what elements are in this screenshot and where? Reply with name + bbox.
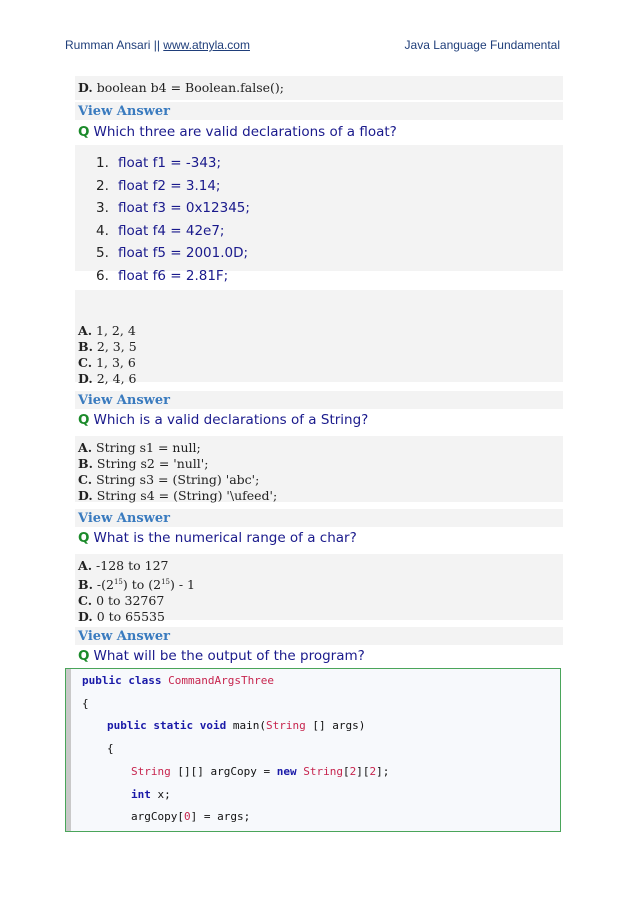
q1-question-mark: Q	[78, 124, 90, 140]
header-author	[65, 38, 250, 52]
list-item: 2. float f2 = 3.14;	[96, 177, 221, 194]
q4-question	[78, 648, 365, 664]
q0-view-answer-link[interactable]: View Answer	[78, 104, 170, 119]
option: C. 0 to 32767	[78, 593, 165, 609]
list-item: 5. float f5 = 2001.0D;	[96, 245, 249, 262]
code-line: public class CommandArgsThree	[82, 674, 275, 687]
q4-question-text: What will be the output of the program?	[93, 648, 365, 664]
code-line: int x;	[131, 788, 171, 801]
option: A. -128 to 127	[78, 558, 169, 573]
code-block	[65, 668, 561, 832]
option: C. 1, 3, 6	[78, 355, 136, 370]
list-item: 6. float f6 = 2.81F;	[96, 267, 229, 284]
header-author-name: Rumman Ansari ||	[65, 38, 164, 52]
option: A. String s1 = null;	[78, 440, 201, 455]
q3-options	[78, 558, 195, 625]
list-item: 4. float f4 = 42e7;	[96, 222, 225, 239]
q1-options	[78, 323, 137, 387]
header-site-link[interactable]: www.atnyla.com	[163, 38, 250, 52]
q1-question-text: Which three are valid declarations of a float?	[93, 124, 397, 140]
option: B. $-(2^{15})$ to $(2^{15}) - 1$	[78, 577, 195, 593]
option: D. String s4 = (String) '\ufeed';	[78, 488, 278, 503]
list-item: 1. float f1 = -343;	[96, 155, 222, 171]
q2-question	[78, 412, 368, 428]
q3-question-text: What is the numerical range of a char?	[93, 530, 357, 546]
header-subject: Java Language Fundamental	[404, 38, 560, 52]
code-line: {	[82, 697, 89, 710]
code-line: public static void main(String [] args)	[107, 719, 366, 732]
q1-options-panel	[75, 290, 563, 382]
option-letter: D.	[78, 80, 93, 95]
q3-question-mark: Q	[78, 530, 90, 546]
option: B. String s2 = 'null';	[78, 456, 209, 471]
code-gutter	[66, 669, 71, 831]
q2-question-text: Which is a valid declarations of a String?	[93, 412, 369, 428]
q0-option-d	[78, 80, 284, 96]
q3-view-answer-link[interactable]: View Answer	[78, 629, 170, 644]
q1-view-answer-link[interactable]: View Answer	[78, 393, 170, 408]
option-text: boolean b4 = Boolean.false();	[92, 80, 284, 95]
q2-options	[78, 440, 277, 504]
code-line: argCopy[0] = args;	[131, 810, 251, 823]
q3-question	[78, 530, 357, 546]
option: C. String s3 = (String) 'abc';	[78, 472, 260, 487]
q2-question-mark: Q	[78, 412, 90, 428]
option: D. 2, 4, 6	[78, 371, 137, 386]
code-line: {	[107, 742, 114, 755]
q1-declaration-list	[96, 152, 250, 288]
list-item: 3. float f3 = 0x12345;	[96, 200, 250, 217]
code-line: String [][] argCopy = new String[2][2];	[131, 765, 390, 778]
q4-question-mark: Q	[78, 648, 90, 664]
option: B. 2, 3, 5	[78, 339, 137, 354]
option: D. 0 to 65535	[78, 609, 165, 625]
q1-question	[78, 124, 397, 140]
q2-view-answer-link[interactable]: View Answer	[78, 511, 170, 526]
option: A. 1, 2, 4	[78, 323, 136, 338]
